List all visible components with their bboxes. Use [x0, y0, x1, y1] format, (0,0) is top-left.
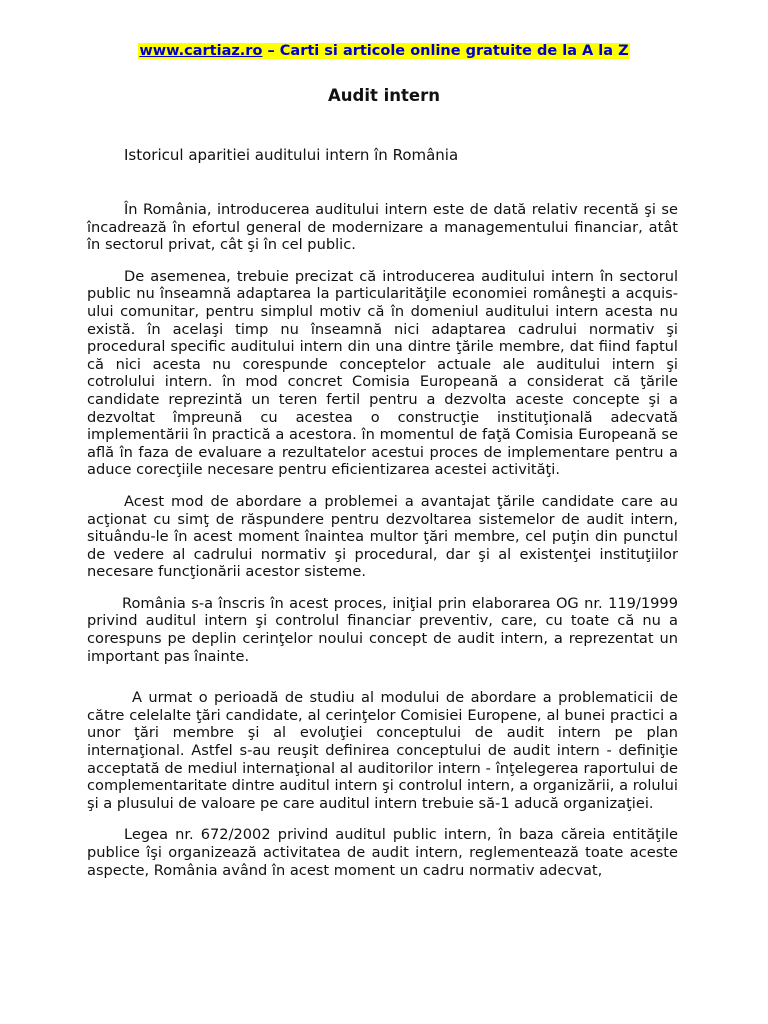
paragraph-2: De asemenea, trebuie precizat că introducerea auditului intern în sectorul public nu înseamnă adaptarea la particularităţile economiei româneşti a acquis-ului comunitar, pentru simplul motiv că în domeniul auditului intern acesta nu există. în acelaşi timp nu înseamnă nici adaptarea cadrului normativ şi procedural specific auditului intern din una dintre ţările membre, dat fiind faptul că nici acesta nu corespunde conceptelor actuale ale auditului intern şi cotrolului intern. în mod concret Comisia Europeană a considerat că ţările candidate reprezintă un teren fertil pentru a dezvolta aceste concepte şi a dezvoltat împreună cu acestea o construcţie instituţională adecvată implementării în practică a acestora. în momentul de faţă Comisia Europeană se află în faza de evaluare a rezultatelor acestui proces de implementare pentru a aduce corecţiile necesare pentru eficientizarea acestei activităţi. [87, 267, 678, 479]
site-header [0, 42, 768, 60]
site-link[interactable]: www.cartiaz.ro [139, 43, 263, 59]
header-highlight [138, 43, 629, 59]
site-tagline: – Carti si articole online gratuite de la A la Z [262, 43, 629, 59]
document-title: Audit intern [328, 86, 440, 105]
paragraph-4: România s-a înscris în acest proces, iniţial prin elaborarea OG nr. 119/1999 privind auditul intern şi controlul financiar preventiv, care, cu toate că nu a corespuns pe deplin cerinţelor noului concept de audit intern, a reprezentat un important pas înainte. [87, 594, 678, 665]
body-text [87, 201, 678, 893]
section-heading: Istoricul aparitiei auditului intern în România [124, 146, 459, 164]
paragraph-1: În România, introducerea auditului intern este de dată relativ recentă şi se încadrează în efortul general de modernizare a managementului financiar, atât în sectorul privat, cât şi în cel public. [87, 201, 678, 254]
paragraph-5: A urmat o perioadă de studiu al modului de abordare a problematicii de către celelalte ţări candidate, al cerinţelor Comisiei Europene, al bunei practici a unor ţări membre şi al evoluţiei conceptului de audit intern pe plan internaţional. Astfel s-au reuşit definirea conceptului de audit intern - definiţie acceptată de mediul internaţional al auditorilor intern - înţelegerea raportului de complementaritate dintre auditul intern şi controlul intern, a organizării, a rolului şi a plusului de valoare pe care auditul intern trebuie să-1 aducă organizaţiei. [87, 689, 678, 812]
paragraph-3: Acest mod de abordare a problemei a avantajat ţările candidate care au acţionat cu simţ de răspundere pentru dezvoltarea sistemelor de audit intern, situându-le în acest moment înaintea multor ţări membre, cel puţin din punctul de vedere al cadrului normativ şi procedural, dar şi al existenţei instituţiilor necesare funcţionării acestor sisteme. [87, 492, 678, 581]
paragraph-6: Legea nr. 672/2002 privind auditul public intern, în baza căreia entităţile publice îşi organizează activitatea de audit intern, reglementează toate aceste aspecte, România având în acest moment un cadru normativ adecvat, [87, 826, 678, 879]
